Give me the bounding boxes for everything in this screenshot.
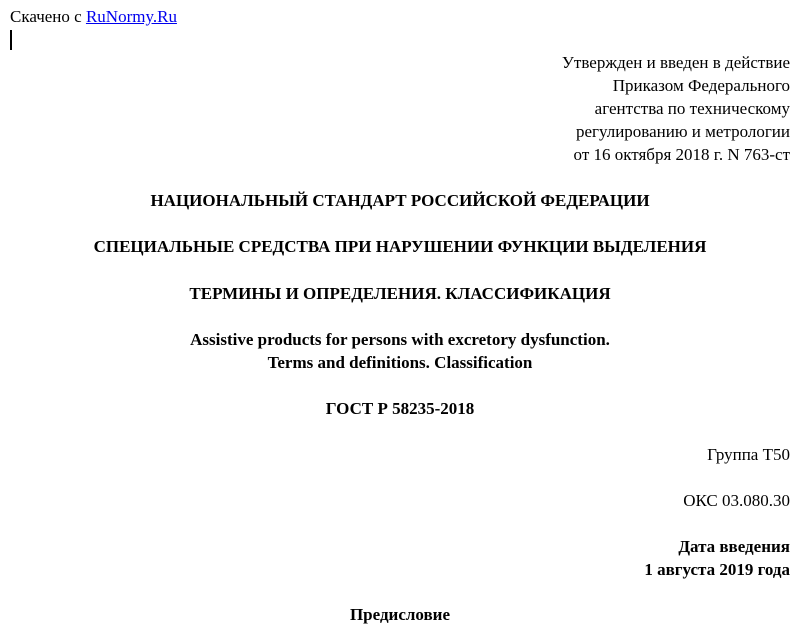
preface-heading: Предисловие — [349, 605, 451, 624]
oks-code: ОКС 03.080.30 — [683, 491, 790, 510]
intro-date-label: Дата введения — [678, 537, 790, 556]
text-cursor — [10, 30, 12, 50]
standard-designation: ГОСТ Р 58235-2018 — [325, 399, 475, 418]
approval-line: от 16 октября 2018 г. N 763-ст — [573, 145, 790, 164]
title-ru-line-1: СПЕЦИАЛЬНЫЕ СРЕДСТВА ПРИ НАРУШЕНИИ ФУНКЦИИ ВЫДЕЛЕНИЯ — [93, 237, 707, 256]
approval-line: Утвержден и введен в действие — [561, 53, 790, 72]
source-prefix: Скачено с — [10, 7, 86, 26]
runormy-link[interactable]: RuNormy.Ru — [85, 7, 177, 26]
title-en-line-1: Assistive products for persons with excretory dysfunction. — [190, 330, 610, 349]
approval-line: Приказом Федерального — [612, 76, 790, 95]
national-standard-heading: НАЦИОНАЛЬНЫЙ СТАНДАРТ РОССИЙСКОЙ ФЕДЕРАЦИИ — [150, 191, 650, 210]
approval-line: агентства по техническому — [594, 99, 790, 118]
approval-line: регулированию и метрологии — [575, 122, 790, 141]
title-ru-line-2: ТЕРМИНЫ И ОПРЕДЕЛЕНИЯ. КЛАССИФИКАЦИЯ — [189, 284, 611, 303]
title-en-line-2: Terms and definitions. Classification — [267, 353, 533, 372]
group-code: Группа Т50 — [707, 445, 790, 464]
source-line — [10, 5, 177, 28]
intro-date-value: 1 августа 2019 года — [644, 560, 790, 579]
approval-block — [370, 51, 790, 166]
